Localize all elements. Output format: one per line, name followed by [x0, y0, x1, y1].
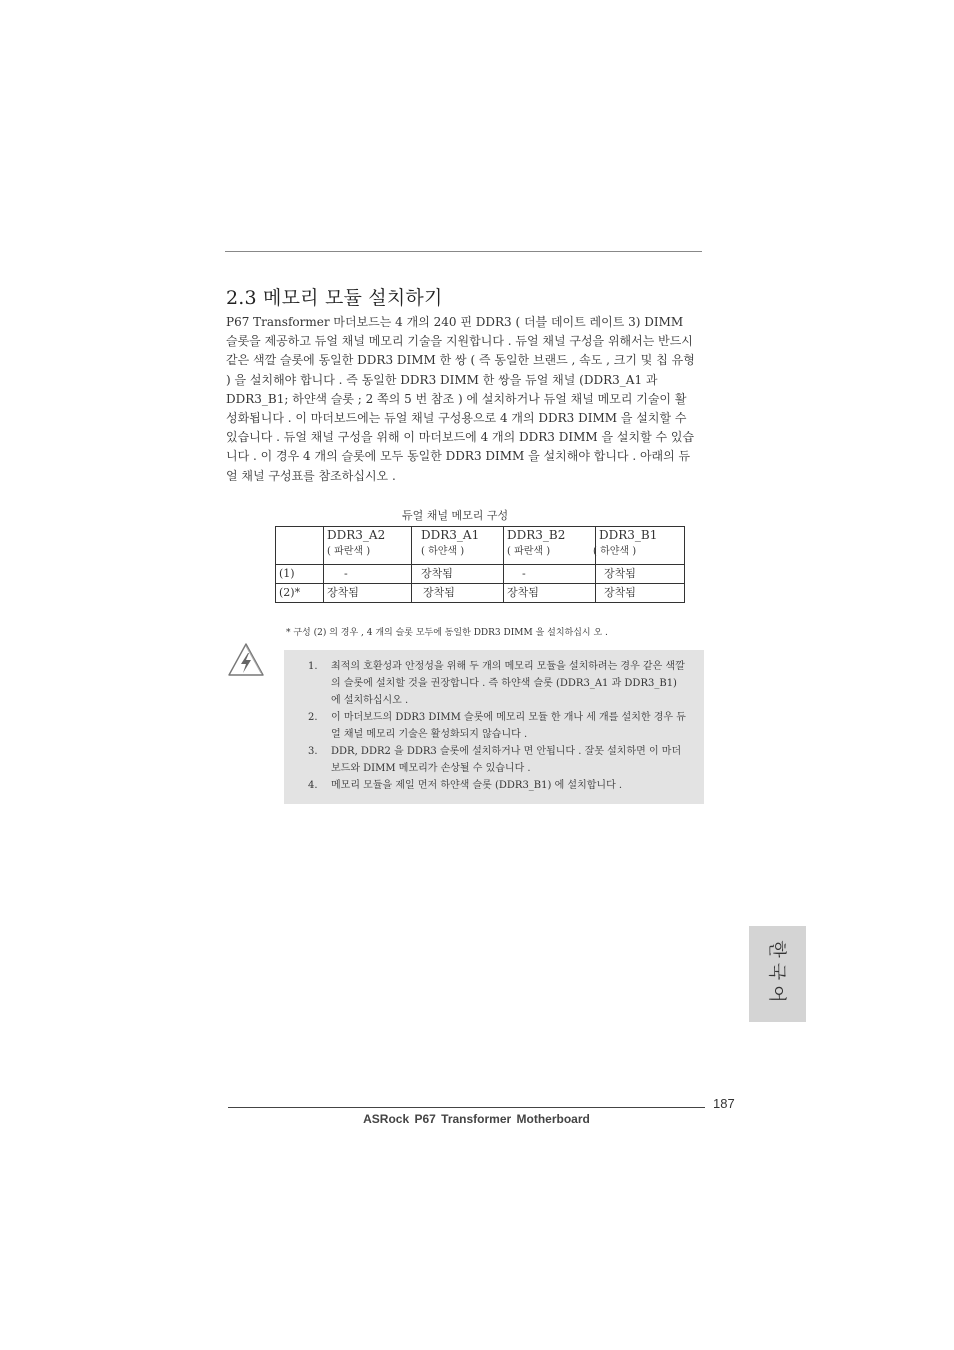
note-number: 2. [308, 712, 318, 723]
table-corner-cell [276, 527, 324, 565]
slot-color: ( 파란색 ) [327, 546, 371, 557]
table-cell: - [324, 565, 412, 584]
note-item [304, 709, 689, 743]
section-heading: 2.3 메모리 모듈 설치하기 [226, 287, 443, 309]
note-number: 3. [308, 746, 318, 757]
language-side-tab [749, 926, 806, 1022]
note-text: 최적의 호환성과 안정성을 위해 두 개의 메모리 모듈을 설치하려는 경우 같은 색깔의 슬롯에 설치할 것을 권장합니다 . 즉 하얀색 슬롯 (DDR3_A1 과 DDR3_B1) 에 설치하십시오 . [331, 661, 685, 706]
note-text: DDR, DDR2 을 DDR3 슬롯에 설치하거나 면 안됩니다 . 잘못 설치하면 이 마더보드와 DIMM 메모리가 손상될 수 있습니다 . [331, 746, 682, 774]
table-header-cell [324, 527, 412, 565]
table-header-cell [504, 527, 596, 565]
table-footnote: * 구성 (2) 의 경우 , 4 개의 슬롯 모두에 동일한 DDR3 DIMM 을 설치하십시 오 . [286, 628, 608, 638]
page-number: 187 [713, 1096, 735, 1111]
table-header-cell [593, 527, 685, 565]
notes-panel [284, 650, 704, 804]
table-title: 듀얼 채널 메모리 구성 [402, 509, 509, 522]
warning-icon [226, 641, 266, 679]
note-text: 이 마더보드의 DDR3 DIMM 슬롯에 메모리 모듈 한 개나 세 개를 설치한 경우 듀얼 채널 메모리 기술은 활성화되지 않습니다 . [331, 712, 686, 740]
note-item [304, 743, 689, 777]
slot-name: DDR3_B2 [507, 528, 566, 542]
footer-divider [228, 1107, 705, 1108]
note-text: 메모리 모듈을 제일 먼저 하얀색 슬롯 (DDR3_B1) 에 설치합니다 . [331, 780, 623, 791]
note-number: 4. [308, 780, 318, 791]
table-cell: 장착됨 [596, 565, 685, 584]
table-cell: - [504, 565, 596, 584]
row-label: (2)* [276, 584, 324, 603]
table-row [276, 565, 685, 584]
slot-name: DDR3_A1 [421, 528, 480, 542]
footer-brand: ASRock P67 Transformer Motherboard [363, 1112, 590, 1126]
note-item [304, 777, 689, 794]
note-number: 1. [308, 661, 318, 672]
slot-color: ( 파란색 ) [507, 546, 551, 557]
slot-color: ( 하얀색 ) [421, 546, 465, 557]
table-cell: 장착됨 [412, 565, 504, 584]
table-header-row [276, 527, 685, 565]
intro-paragraph: P67 Transformer 마더보드는 4 개의 240 핀 DDR3 ( 더블 데이트 레이트 3) DIMM 슬롯을 제공하고 듀얼 채널 메모리 기술을 지원합니다 . 듀얼 채널 구성을 위해서는 반드시 같은 색깔 슬롯에 동일한 DDR3 DIMM 한 쌍 ( 즉 동일한 브랜드 , 속도 , 크기 및 칩 유형 ) 을 설치해야 합니다 . 즉 동일한 DDR3 DIMM 한 쌍을 듀얼 채널 (DDR3_A1 과 DDR3_B1; 하얀색 슬롯 ; 2 쪽의 5 번 참조 ) 에 설치하거나 듀얼 채널 메모리 기술이 활성화됩니다 . 이 마더보드에는 듀얼 채널 구성용으로 4 개의 DDR3 DIMM 을 설치할 수 있습니다 . 듀얼 채널 구성을 위해 이 마더보드에 4 개의 DDR3 DIMM 을 설치할 수 있습니다 . 이 경우 4 개의 슬롯에 모두 동일한 DDR3 DIMM 을 설치해야 합니다 . 아래의 듀얼 채널 구성표를 참조하십시오 . [226, 315, 695, 483]
table-cell: 장착됨 [324, 584, 412, 603]
slot-name: DDR3_B1 [599, 528, 658, 542]
table-header-cell [412, 527, 504, 565]
table-cell: 장착됨 [412, 584, 504, 603]
slot-color: ( 하얀색 ) [593, 546, 637, 557]
language-label: 한국어 [765, 940, 787, 1008]
memory-config-table [275, 526, 685, 603]
table-cell: 장착됨 [596, 584, 685, 603]
note-item [304, 658, 689, 709]
slot-name: DDR3_A2 [327, 528, 386, 542]
notes-list [304, 658, 689, 794]
table-row [276, 584, 685, 603]
row-label: (1) [276, 565, 324, 584]
table-cell: 장착됨 [504, 584, 596, 603]
top-divider [225, 251, 702, 252]
